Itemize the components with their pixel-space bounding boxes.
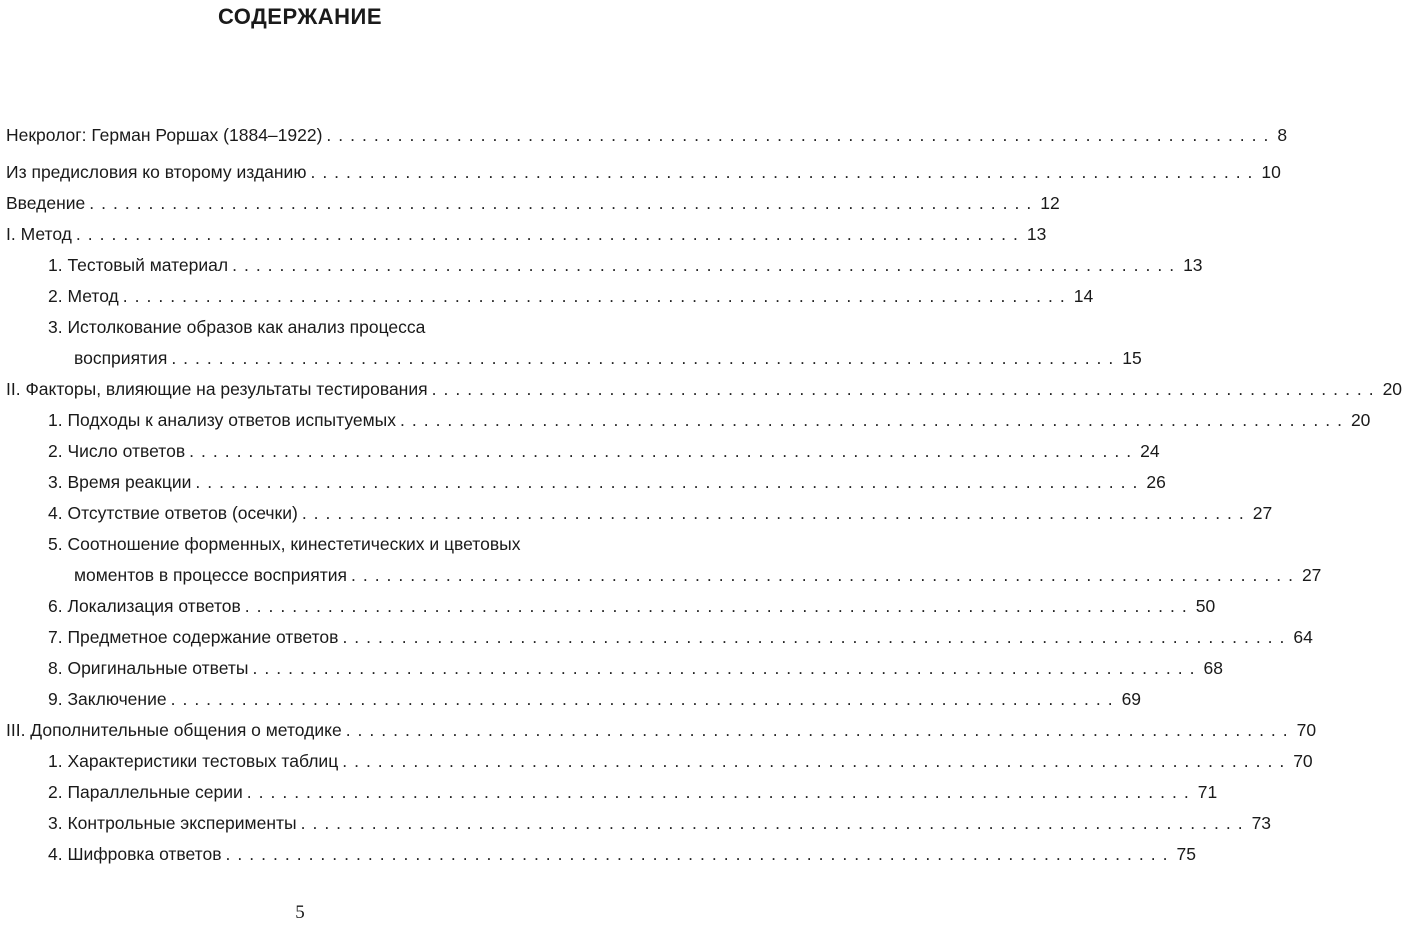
leader-dots: ................................................................................ bbox=[170, 689, 1120, 709]
toc-page-number: 71 bbox=[1197, 782, 1218, 802]
toc-entry[interactable] bbox=[6, 219, 1047, 250]
toc-entry-label-line1: 5. Соотношение форменных, кинестетических и цветовых bbox=[48, 534, 521, 554]
toc-entry[interactable] bbox=[6, 777, 1218, 808]
toc-page-number: 50 bbox=[1195, 596, 1216, 616]
toc-entry[interactable] bbox=[6, 529, 1322, 591]
toc-page-number: 13 bbox=[1183, 255, 1203, 275]
toc-entry-label: II. Факторы, влияющие на результаты тестирования bbox=[6, 379, 428, 399]
toc-entry[interactable] bbox=[6, 188, 1060, 219]
toc-entry[interactable] bbox=[6, 281, 1094, 312]
toc-page-number: 70 bbox=[1293, 751, 1313, 771]
toc-entry[interactable] bbox=[6, 498, 1273, 529]
toc-entry-label: 4. Шифровка ответов bbox=[48, 844, 222, 864]
leader-dots: ................................................................................ bbox=[89, 193, 1039, 213]
leader-dots: ................................................................................ bbox=[345, 720, 1295, 740]
toc-page-number: 14 bbox=[1073, 286, 1094, 306]
toc-entry[interactable] bbox=[6, 684, 1142, 715]
toc-entry-label: 2. Число ответов bbox=[48, 441, 186, 461]
toc-page-number: 26 bbox=[1146, 472, 1166, 492]
toc-entry-label: 4. Отсутствие ответов (осечки) bbox=[48, 503, 298, 523]
table-of-contents bbox=[6, 120, 1402, 870]
toc-entry[interactable] bbox=[6, 312, 1142, 374]
toc-entry[interactable] bbox=[6, 839, 1196, 870]
toc-entry-label-line1: 3. Истолкование образов как анализ процесса bbox=[48, 317, 426, 337]
toc-entry-label: 2. Параллельные серии bbox=[48, 782, 243, 802]
toc-page-number: 8 bbox=[1277, 125, 1288, 145]
leader-dots: ................................................................................ bbox=[244, 596, 1194, 616]
leader-dots: ................................................................................ bbox=[301, 503, 1251, 523]
toc-entry[interactable] bbox=[6, 467, 1166, 498]
toc-entry-label: 3. Контрольные эксперименты bbox=[48, 813, 297, 833]
toc-page-number: 68 bbox=[1203, 658, 1223, 678]
toc-page-number: 75 bbox=[1176, 844, 1196, 864]
leader-dots: ................................................................................ bbox=[399, 410, 1349, 430]
leader-dots: ................................................................................ bbox=[189, 441, 1139, 461]
toc-entry-label: 6. Локализация ответов bbox=[48, 596, 241, 616]
toc-entry-label-line2: восприятия bbox=[74, 348, 168, 368]
leader-dots: ................................................................................ bbox=[300, 813, 1250, 833]
toc-page-number: 27 bbox=[1252, 503, 1273, 523]
toc-page-number: 20 bbox=[1382, 379, 1402, 399]
toc-entry-label: 1. Тестовый материал bbox=[48, 255, 229, 275]
toc-entry-label: I. Метод bbox=[6, 224, 72, 244]
toc-entry-label: 2. Метод bbox=[48, 286, 119, 306]
toc-entry-label: 1. Подходы к анализу ответов испытуемых bbox=[48, 410, 396, 430]
leader-dots: ................................................................................ bbox=[232, 255, 1182, 275]
toc-page-number: 70 bbox=[1296, 720, 1317, 740]
page-number: 5 bbox=[295, 902, 305, 923]
toc-page-number: 73 bbox=[1251, 813, 1272, 833]
toc-entry-label: 3. Время реакции bbox=[48, 472, 192, 492]
leader-dots: ................................................................................ bbox=[122, 286, 1072, 306]
toc-entry[interactable] bbox=[6, 250, 1203, 281]
leader-dots: ................................................................................ bbox=[195, 472, 1145, 492]
leader-dots: ................................................................................ bbox=[342, 627, 1292, 647]
leader-dots: ................................................................................ bbox=[431, 379, 1381, 399]
toc-entry[interactable] bbox=[6, 715, 1317, 746]
leader-dots: ................................................................................ bbox=[246, 782, 1196, 802]
toc-page-number: 24 bbox=[1140, 441, 1160, 461]
toc-entry[interactable] bbox=[6, 436, 1160, 467]
toc-entry-label: Некролог: Герман Роршах (1884–1922) bbox=[6, 125, 323, 145]
toc-entry-label: 8. Оригинальные ответы bbox=[48, 658, 249, 678]
toc-entry[interactable] bbox=[6, 746, 1313, 777]
toc-page-number: 20 bbox=[1350, 410, 1371, 430]
toc-entry[interactable] bbox=[6, 374, 1402, 405]
toc-entry-label: 9. Заключение bbox=[48, 689, 167, 709]
toc-page-number: 13 bbox=[1026, 224, 1047, 244]
leader-dots: ................................................................................ bbox=[252, 658, 1202, 678]
toc-page-number: 69 bbox=[1121, 689, 1142, 709]
toc-entry-label: III. Дополнительные общения о методике bbox=[6, 720, 342, 740]
leader-dots: ................................................................................ bbox=[225, 844, 1175, 864]
toc-entry[interactable] bbox=[6, 808, 1272, 839]
leader-dots: ................................................................................ bbox=[310, 162, 1260, 182]
leader-dots: ................................................................................ bbox=[75, 224, 1025, 244]
toc-page-number: 10 bbox=[1261, 162, 1281, 182]
toc-entry-label: Введение bbox=[6, 193, 86, 213]
leader-dots: ................................................................................ bbox=[342, 751, 1292, 771]
toc-page-number: 15 bbox=[1122, 348, 1142, 368]
toc-entry[interactable] bbox=[6, 120, 1288, 151]
toc-entry-label: Из предисловия ко второму изданию bbox=[6, 162, 307, 182]
toc-entry[interactable] bbox=[6, 653, 1223, 684]
toc-entry-label-line2: моментов в процессе восприятия bbox=[74, 565, 347, 585]
toc-entry-label: 1. Характеристики тестовых таблиц bbox=[48, 751, 339, 771]
leader-dots: ................................................................................ bbox=[171, 348, 1121, 368]
page-title: СОДЕРЖАНИЕ bbox=[217, 4, 383, 29]
toc-entry[interactable] bbox=[6, 405, 1371, 436]
toc-page-number: 27 bbox=[1301, 565, 1322, 585]
toc-page-number: 64 bbox=[1293, 627, 1313, 647]
toc-entry[interactable] bbox=[6, 622, 1313, 653]
toc-entry-label: 7. Предметное содержание ответов bbox=[48, 627, 339, 647]
toc-page-number: 12 bbox=[1040, 193, 1060, 213]
leader-dots: ................................................................................ bbox=[350, 565, 1300, 585]
leader-dots: ................................................................................ bbox=[326, 125, 1276, 145]
toc-entry[interactable] bbox=[6, 157, 1281, 188]
toc-entry[interactable] bbox=[6, 591, 1216, 622]
